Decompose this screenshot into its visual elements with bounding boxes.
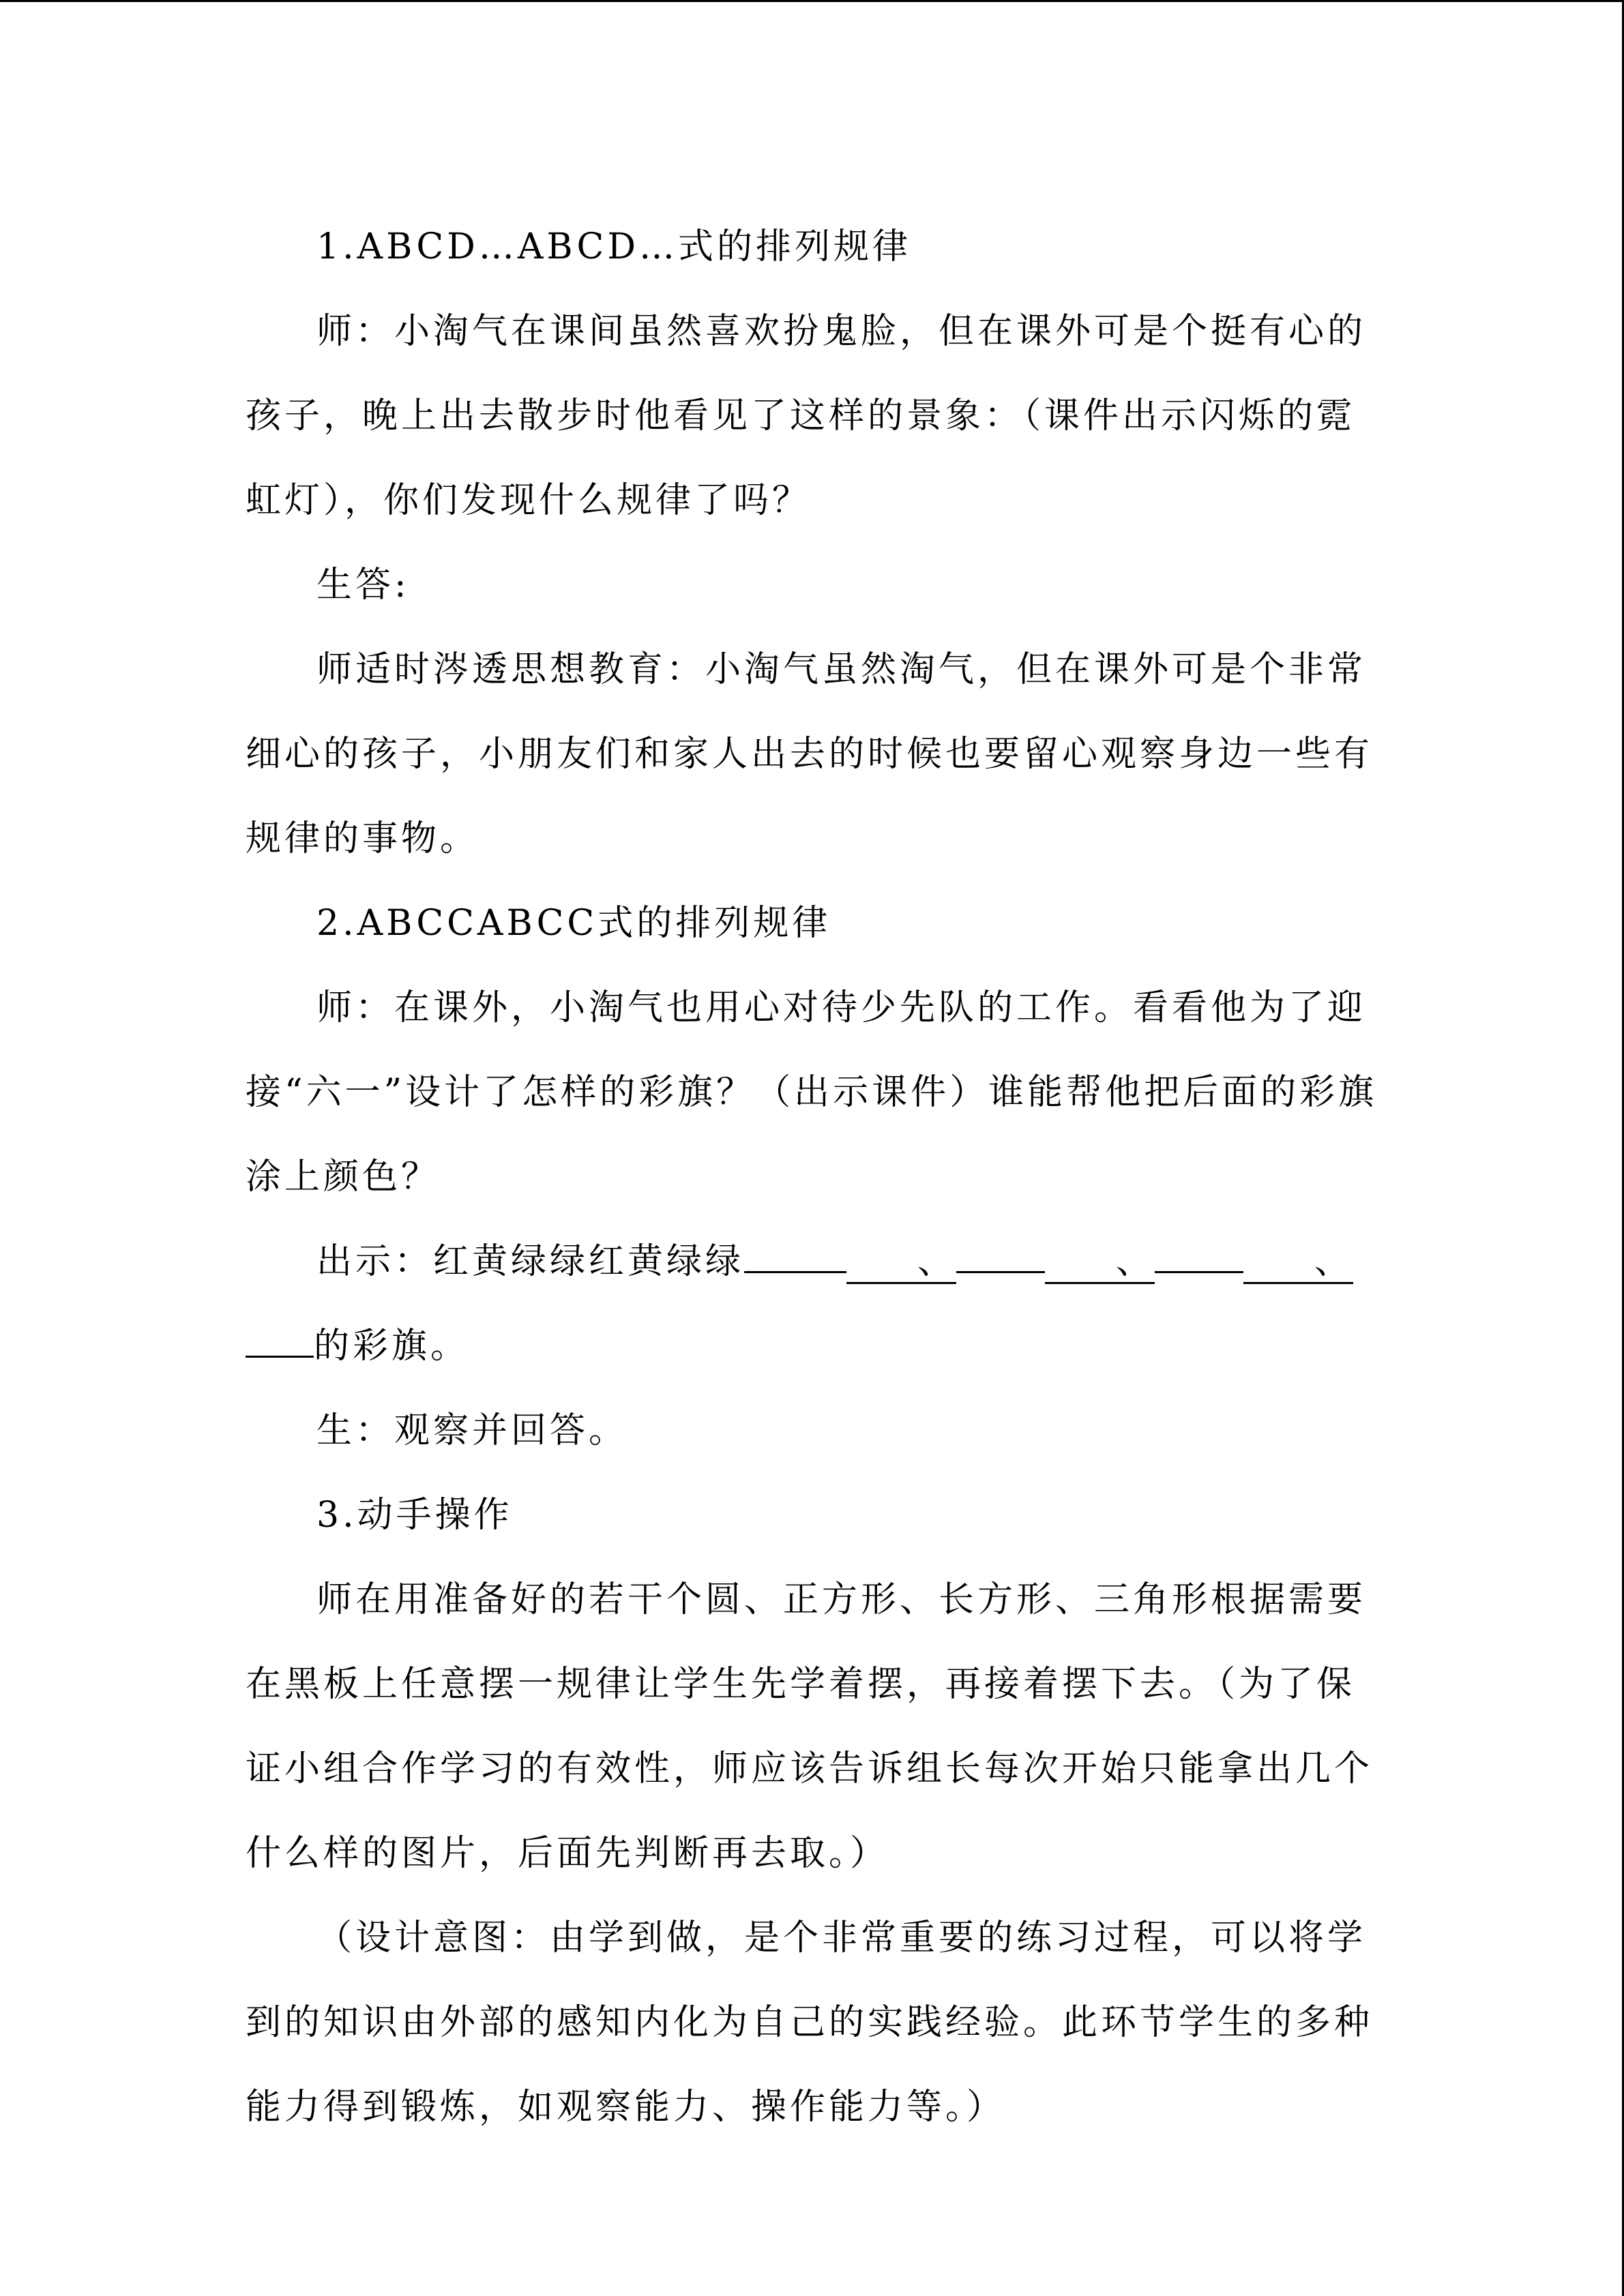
paragraph-teacher-3: 师：在课外，小淘气也用心对待少先队的工作。看看他为了迎接“六一”设计了怎样的彩旗？（出示课件）谁能帮他把后面的彩旗涂上颜色？ bbox=[246, 987, 1378, 1197]
section-heading-1: 1.ABCD…ABCD…式的排列规律 bbox=[316, 226, 912, 267]
fill-blank-2[interactable] bbox=[956, 1230, 1045, 1273]
paragraph-design-intent: （设计意图：由学到做，是个非常重要的练习过程，可以将学到的知识由外部的感知内化为自己的实践经验。此环节学生的多种能力得到锻炼，如观察能力、操作能力等。） bbox=[246, 1918, 1374, 2128]
paragraph-student-observe: 生：观察并回答。 bbox=[316, 1410, 628, 1451]
paragraph-teacher-1: 师：小淘气在课间虽然喜欢扮鬼脸，但在课外可是个挺有心的孩子，晚上出去散步时他看见了这样的景象：（课件出示闪烁的霓虹灯），你们发现什么规律了吗？ bbox=[246, 311, 1367, 521]
page-border-top bbox=[0, 0, 1624, 2]
paragraph-teacher-2: 师适时涔透思想教育：小淘气虽然淘气，但在课外可是个非常细心的孩子，小朋友们和家人出去的时候也要留心观察身边一些有规律的事物。 bbox=[246, 649, 1374, 859]
show-flags-prefix: 出示：红黄绿绿红黄绿绿 bbox=[316, 1241, 745, 1282]
section-heading-2: 2.ABCCABCC式的排列规律 bbox=[316, 903, 831, 944]
show-flags-suffix: 的彩旗。 bbox=[314, 1326, 470, 1367]
paragraph-student-answer: 生答: bbox=[316, 565, 410, 606]
fill-blank-3[interactable] bbox=[1155, 1230, 1243, 1273]
fill-blank-4[interactable] bbox=[246, 1315, 314, 1358]
paragraph-teacher-4: 师在用准备好的若干个圆、正方形、长方形、三角形根据需要在黑板上任意摆一规律让学生先学着摆，再接着摆下去。（为了保证小组合作学习的有效性，师应该告诉组长每次开始只能拿出几个什么样的图片，后面先判断再去取。） bbox=[246, 1579, 1374, 1874]
blank-separator-1: 、 bbox=[846, 1241, 956, 1284]
blank-separator-3: 、 bbox=[1243, 1241, 1353, 1284]
document-body bbox=[246, 205, 1378, 2149]
section-heading-3: 3.动手操作 bbox=[316, 1495, 513, 1536]
paragraph-show-flags bbox=[246, 1219, 1378, 1388]
blank-separator-2: 、 bbox=[1045, 1241, 1155, 1284]
fill-blank-1[interactable] bbox=[744, 1230, 846, 1273]
